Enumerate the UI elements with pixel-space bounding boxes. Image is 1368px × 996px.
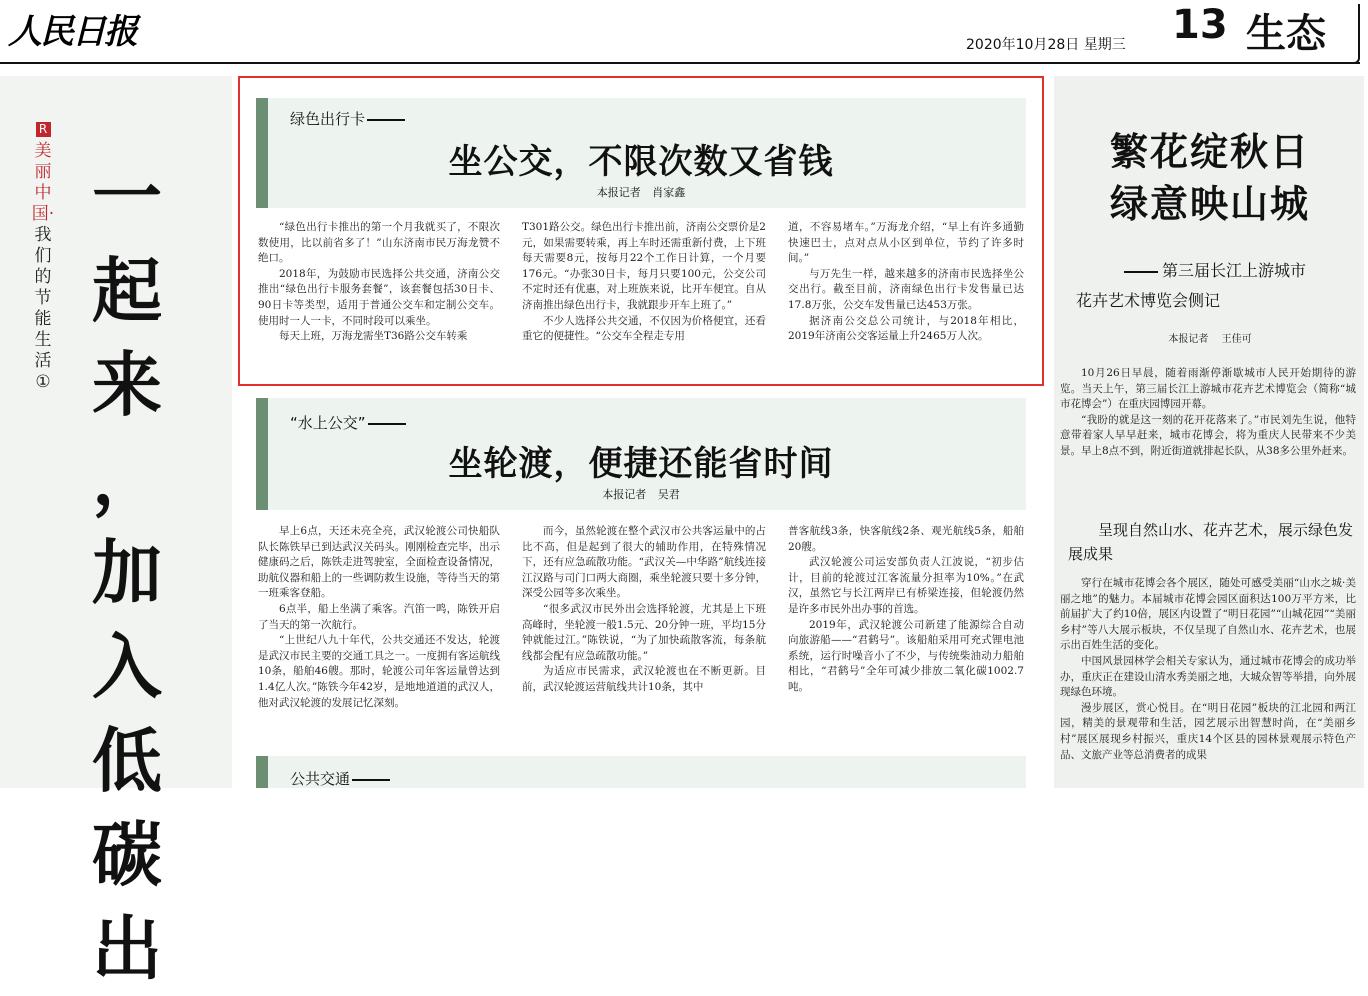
paragraph: “我盼的就是这一刻的花开花落来了。”市民刘先生说，他特意带着家人早早赶来，城市花博会，将为重庆人民带来不少美景。早上8点不到，附近街道就排起长队，从38多公里外赶来。 — [1060, 413, 1356, 457]
right-headline — [1060, 126, 1360, 230]
paragraph: “绿色出行卡推出的第一个月我就买了，不限次数使用，比以前省多了！”山东济南市民万海龙赞不绝口。 — [258, 221, 500, 265]
article2-headline: 坐轮渡，便捷还能省时间 — [448, 444, 834, 484]
series-title-black: 我们的节能生活① — [34, 225, 52, 392]
masthead-bracket — [1348, 4, 1360, 64]
page-number: 13 — [1172, 2, 1228, 48]
article3-kicker: 公共交通 — [290, 768, 390, 789]
paragraph: 道，不容易堵车。”万海龙介绍，“早上有许多通勤快速巴士，点对点从小区到单位，节约了许多时间。” — [788, 221, 1024, 265]
paragraph: 6点半，船上坐满了乘客。汽笛一鸣，陈铁开启了当天的第一次航行。 — [258, 602, 500, 631]
article2-column-3 — [788, 524, 1024, 696]
paragraph: 据济南公交总公司统计，与2018年相比，2019年济南公交客运量上升2465万人次。 — [788, 314, 1024, 343]
right-subtitle-line-1: 第三届长江上游城市 — [1124, 258, 1306, 281]
paragraph: 为适应市民需求，武汉轮渡也在不断更新。目前，武汉轮渡运营航线共计10条，其中 — [522, 665, 766, 693]
article1-kicker: 绿色出行卡 — [290, 108, 405, 129]
headline-char: 碳 — [92, 814, 162, 896]
paragraph: 武汉轮渡公司运安部负责人江波说，“初步估计，目前的轮渡过江客流量分担率为10%。”在武汉，虽然它与长江两岸已有桥梁连接，但轮渡仍然是许多市民外出办事的首选。 — [788, 556, 1024, 615]
headline-line: 绿意映山城 — [1109, 181, 1310, 226]
right-byline: 本报记者 王佳可 — [1168, 334, 1252, 345]
right-subtitle-line-2: 花卉艺术博览会侧记 — [1076, 291, 1221, 310]
article3-accent-bar — [256, 756, 268, 788]
article2-kicker: “水上公交” — [290, 412, 406, 433]
headline-char: 来 — [92, 344, 162, 426]
article2-column-2 — [522, 524, 766, 696]
headline-char: 低 — [92, 720, 162, 802]
article1-column-1 — [258, 220, 500, 345]
article1-column-2 — [522, 220, 766, 345]
headline-char: 入 — [92, 626, 162, 708]
headline-char: ， — [92, 438, 162, 520]
right-intro-text — [1060, 366, 1356, 460]
paragraph: 不少人选择公共交通，不仅因为价格便宜，还看重它的便捷性。“公交车全程走专用 — [522, 314, 766, 343]
paragraph: 与万先生一样，越来越多的济南市民选择坐公交出行。截至目前，济南绿色出行卡发售量已达17.8万张，公交车发售量已达453万张。 — [788, 267, 1024, 311]
masthead — [0, 0, 1368, 62]
paragraph: 2018年，为鼓励市民选择公共交通，济南公交推出“绿色出行卡服务套餐”，该套餐包括30日卡、90日卡等类型，适用于普通公交车和定制公交车。使用时一人一卡，不同时段可以乘坐。 — [258, 267, 500, 327]
article2-column-1 — [258, 524, 500, 711]
article1-byline: 本报记者 肖家鑫 — [596, 186, 686, 199]
series-tag — [30, 118, 56, 393]
headline-char: 起 — [92, 250, 162, 332]
paragraph: 穿行在城市花博会各个展区，随处可感受美丽“山水之城·美丽之地”的魅力。本届城市花博会园区面积达100万平方米，比前届扩大了约10倍，展区内设置了“明日花园”“山城花园”“美丽乡村”等八大展示板块，不仅呈现了自然山水、花卉艺术，也展示出百姓生活的变化。 — [1060, 577, 1356, 652]
paragraph: 2019年，武汉轮渡公司新建了能源综合自动向旅游船——“君鹤号”。该船舶采用可充式锂电池系统，运行时噪音小了不少，与传统柴油动力船舶相比，“君鹤号”全年可减少排放二氧化碳1002.7吨。 — [788, 618, 1024, 693]
article2-byline: 本报记者 吴君 — [602, 488, 680, 501]
vertical-headline — [82, 150, 172, 996]
right-body-text — [1060, 576, 1356, 763]
issue-date: 2020年10月28日 星期三 — [966, 37, 1126, 53]
paragraph: 普客航线3条，快客航线2条、观光航线5条，船舶20艘。 — [788, 525, 1024, 553]
paragraph: 早上6点，天还未亮全亮，武汉轮渡公司快船队队长陈铁早已到达武汉关码头。刚刚检查完毕，出示健康码之后，陈铁走进驾驶室，全面检查设备情况，助航仪器和船上的一些调防救生设施，等待当天的第一班乘客登船。 — [258, 525, 500, 600]
paragraph: “上世纪八九十年代，公共交通还不发达，轮渡是武汉市民主要的交通工具之一。一度拥有客运航线10条，船舶46艘。那时，轮渡公司年客运量曾达到1.4亿人次。”陈铁今年42岁，是地地道道的武汉人，他对武汉轮渡的发展记忆深刻。 — [258, 634, 500, 709]
article1-column-3 — [788, 220, 1024, 345]
series-mark: R — [36, 122, 51, 137]
newspaper-logo: 人民日报 — [8, 12, 136, 52]
paragraph: “很多武汉市民外出会选择轮渡，尤其是上下班高峰时，坐轮渡一般1.5元、20分钟一班，平均15分钟就能过江。”陈铁说，“为了加快疏散客流，每条航线都会配有应急疏散功能。” — [522, 602, 766, 662]
section-name: 生态 — [1246, 11, 1326, 57]
paragraph: 每天上班，万海龙需坐T36路公交车转乘 — [279, 330, 468, 343]
series-title-red: 美丽中国· — [31, 141, 55, 224]
paragraph: 漫步展区，赏心悦目。在“明日花园”板块的江北园和两江园，精美的景观带和生活，园艺展示出智慧时尚，在“美丽乡村”展区展现乡村振兴，重庆14个区县的园林景观展示特色产品、文旅产业等总消费者的成果 — [1060, 701, 1356, 761]
headline-char: 一 — [92, 156, 162, 238]
paragraph: 而今，虽然轮渡在整个武汉市公共客运量中的占比不高，但是起到了很大的辅助作用，在特殊情况下，还有应急疏散功能。“武汉关—中华路”航线连接江汉路与司门口两大商圈，乘坐轮渡只要十多分钟，深受公园等多次乘坐。 — [522, 525, 766, 600]
headline-line: 繁花绽秋日 — [1109, 129, 1310, 174]
masthead-rule — [0, 62, 1360, 64]
headline-char: 出 — [92, 908, 162, 990]
paragraph: T301路公交。绿色出行卡推出前，济南公交票价是2元，如果需要转乘，再上车时还需重新付费，上下班每天需要8元，按每月22个工作日计算，一个月要176元。“办张30日卡，每月只要100元，公交公司不定时还有优惠，对上班族来说，比开车便宜。自从济南推出绿色出行卡，我就跟步开车上班了。” — [522, 221, 766, 311]
right-subheading: 呈现自然山水、花卉艺术，展示绿色发展成果 — [1068, 521, 1354, 563]
headline-char: 加 — [92, 532, 162, 614]
paragraph: 10月26日早晨，随着雨渐停渐歇城市人民开始期待的游览。当天上午，第三届长江上游城市花卉艺术博览会（简称“城市花博会”）在重庆园博园开幕。 — [1060, 367, 1356, 411]
paragraph: 中国风景园林学会相关专家认为，通过城市花博会的成功举办，重庆正在建设山清水秀美丽之地，大城众智等举措，向外展现绿色环境。 — [1060, 654, 1356, 699]
article1-headline: 坐公交，不限次数又省钱 — [448, 142, 834, 182]
